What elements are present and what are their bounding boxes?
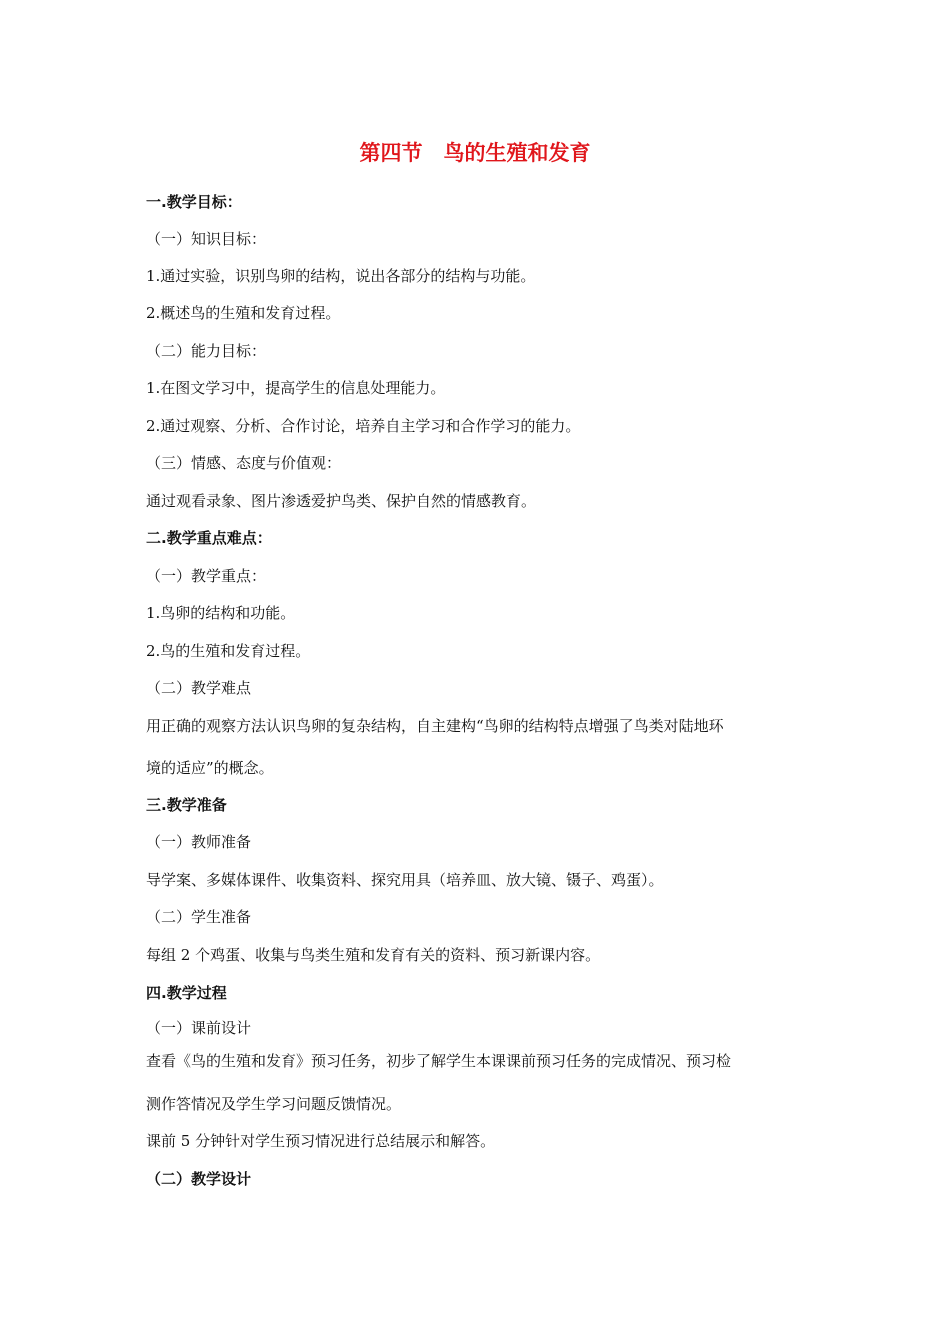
paragraph-line: 课前 5 分钟针对学生预习情况进行总结展示和解答。 [146, 1132, 496, 1150]
paragraph-line: 1.通过实验，识别鸟卵的结构，说出各部分的结构与功能。 [146, 267, 536, 285]
paragraph-line: 2.概述鸟的生殖和发育过程。 [146, 304, 341, 322]
subsection-heading: （一）教师准备 [146, 833, 252, 851]
section-heading: 四.教学过程 [146, 984, 227, 1002]
paragraph-line: 境的适应”的概念。 [146, 759, 274, 777]
subsection-heading: （一）知识目标： [146, 230, 267, 248]
paragraph-line: 导学案、多媒体课件、收集资料、探究用具（培养皿、放大镜、镊子、鸡蛋）。 [146, 871, 664, 889]
subsection-heading: （一）课前设计 [146, 1019, 252, 1037]
subsection-heading: （二）教学设计 [146, 1170, 252, 1188]
section-heading: 一.教学目标： [146, 193, 242, 211]
paragraph-line: 测作答情况及学生学习问题反馈情况。 [146, 1095, 402, 1113]
section-heading: 三.教学准备 [146, 796, 227, 814]
paragraph-line: 1.在图文学习中，提高学生的信息处理能力。 [146, 379, 446, 397]
paragraph-line: 查看《鸟的生殖和发育》预习任务，初步了解学生本课课前预习任务的完成情况、预习检 [146, 1052, 732, 1070]
subsection-heading: （二）学生准备 [146, 908, 252, 926]
document-title: 第四节 鸟的生殖和发育 [359, 141, 591, 165]
paragraph-line: 通过观看录象、图片渗透爱护鸟类、保护自然的情感教育。 [146, 492, 537, 510]
subsection-heading: （二）能力目标： [146, 342, 267, 360]
section-heading: 二.教学重点难点： [146, 529, 272, 547]
paragraph-line: 2.鸟的生殖和发育过程。 [146, 642, 311, 660]
subsection-heading: （二）教学难点 [146, 679, 252, 697]
paragraph-line: 1.鸟卵的结构和功能。 [146, 604, 296, 622]
paragraph-line: 2.通过观察、分析、合作讨论，培养自主学习和合作学习的能力。 [146, 417, 581, 435]
subsection-heading: （一）教学重点： [146, 567, 267, 585]
paragraph-line: 每组 2 个鸡蛋、收集与鸟类生殖和发育有关的资料、预习新课内容。 [146, 946, 601, 964]
subsection-heading: （三）情感、态度与价值观： [146, 454, 342, 472]
paragraph-line: 用正确的观察方法认识鸟卵的复杂结构，自主建构“鸟卵的结构特点增强了鸟类对陆地环 [146, 717, 724, 735]
